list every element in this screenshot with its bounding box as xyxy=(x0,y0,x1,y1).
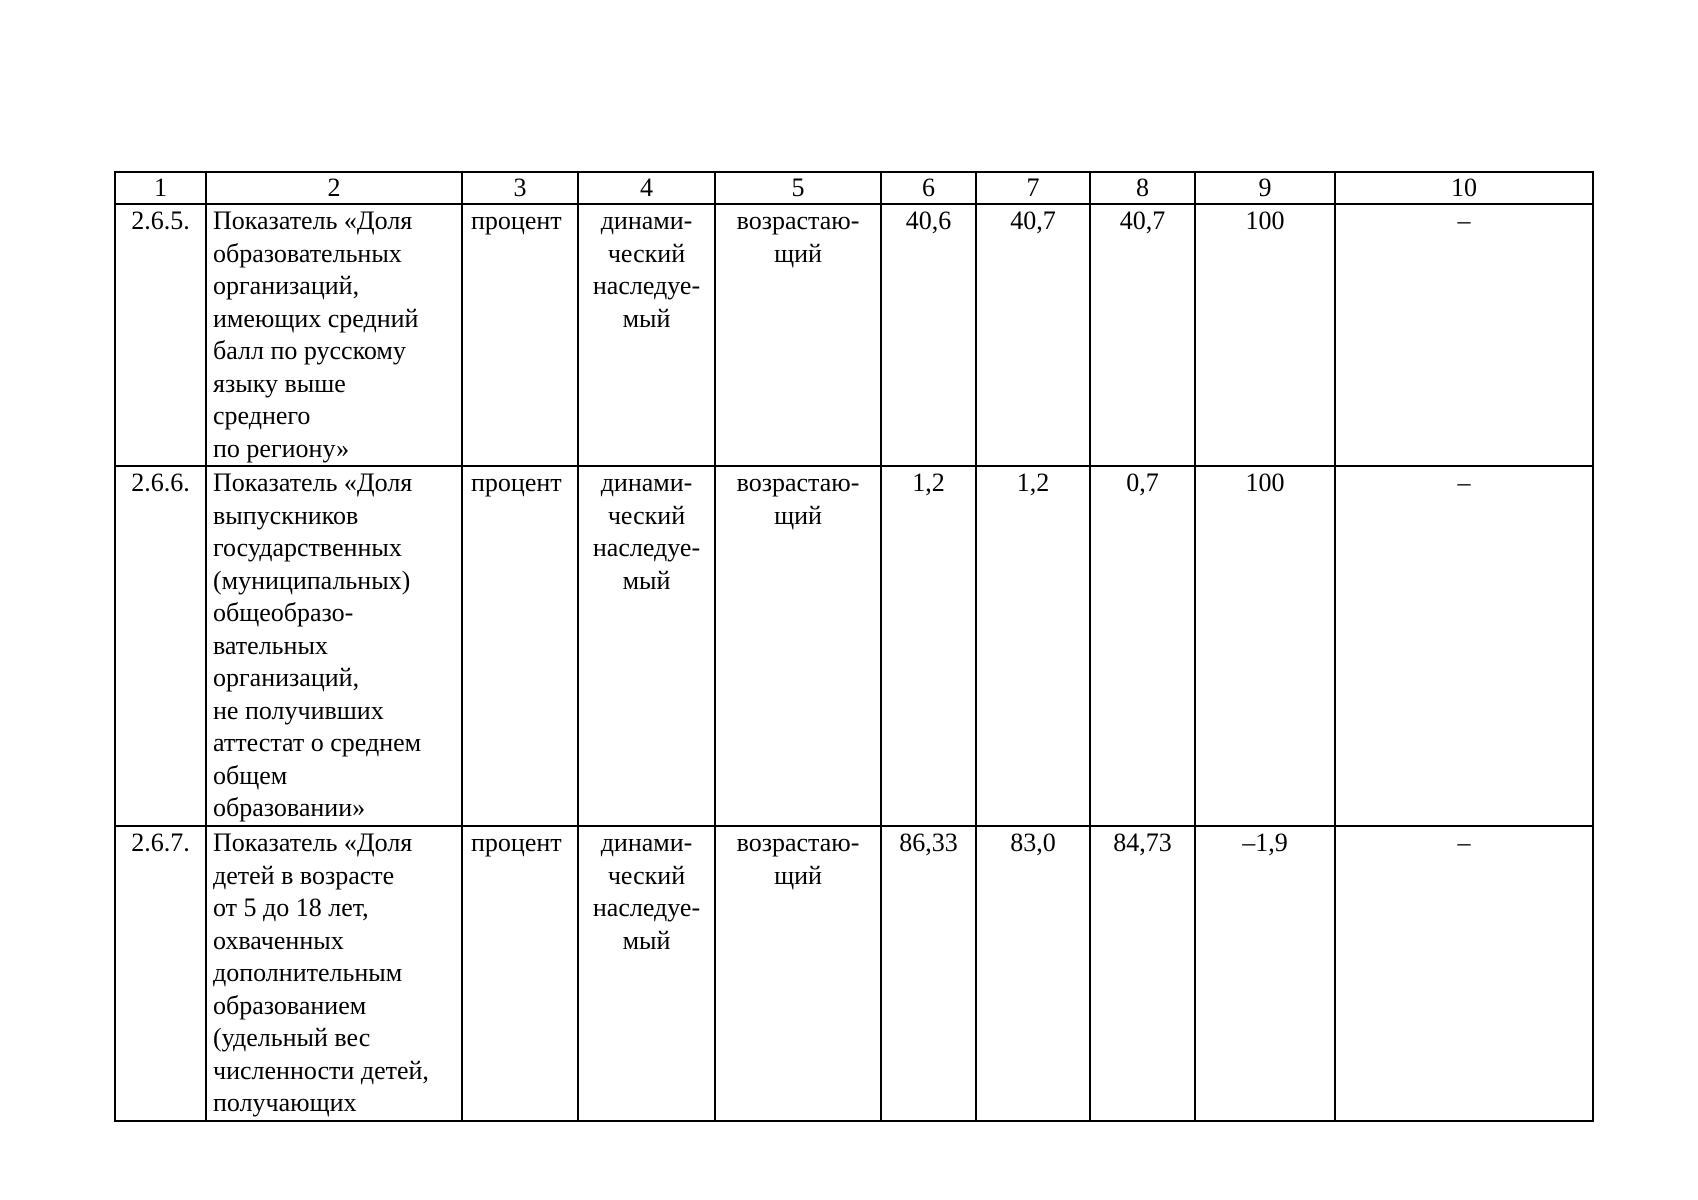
column-number: 9 xyxy=(1195,172,1335,204)
indicator-name: Показатель «Доля образовательных организаций, имеющих средний балл по русскому языку выше среднего по региону» xyxy=(206,204,462,466)
value-col10: – xyxy=(1335,466,1593,826)
column-number-row xyxy=(115,172,1593,204)
unit-cell: процент xyxy=(462,826,578,1121)
indicator-name: Показатель «Доля выпускников государственных (муниципальных) общеобразо- вательных организаций, не получивших аттестат о среднем общем образовании» xyxy=(206,466,462,826)
indicators-table xyxy=(114,171,1594,1122)
value-col7: 40,7 xyxy=(976,204,1090,466)
value-col6: 40,6 xyxy=(881,204,976,466)
indicator-name: Показатель «Доля детей в возрасте от 5 до 18 лет, охваченных дополнительным образованием (удельный вес численности детей, получающих xyxy=(206,826,462,1121)
row-number: 2.6.7. xyxy=(115,826,206,1121)
unit-cell: процент xyxy=(462,204,578,466)
value-col6: 1,2 xyxy=(881,466,976,826)
column-number: 4 xyxy=(578,172,715,204)
unit-cell: процент xyxy=(462,466,578,826)
column-number: 5 xyxy=(715,172,881,204)
direction-cell: возрастаю- щий xyxy=(715,826,881,1121)
column-number: 10 xyxy=(1335,172,1593,204)
column-number: 3 xyxy=(462,172,578,204)
value-col8: 40,7 xyxy=(1090,204,1195,466)
direction-cell: возрастаю- щий xyxy=(715,466,881,826)
direction-cell: возрастаю- щий xyxy=(715,204,881,466)
table-row xyxy=(115,466,1593,826)
value-col9: 100 xyxy=(1195,204,1335,466)
value-col9: –1,9 xyxy=(1195,826,1335,1121)
type-cell: динами- ческий наследуе- мый xyxy=(578,826,715,1121)
value-col7: 83,0 xyxy=(976,826,1090,1121)
table-row xyxy=(115,826,1593,1121)
column-number: 2 xyxy=(206,172,462,204)
value-col6: 86,33 xyxy=(881,826,976,1121)
value-col7: 1,2 xyxy=(976,466,1090,826)
value-col8: 84,73 xyxy=(1090,826,1195,1121)
column-number: 1 xyxy=(115,172,206,204)
table-row xyxy=(115,204,1593,466)
value-col10: – xyxy=(1335,204,1593,466)
value-col8: 0,7 xyxy=(1090,466,1195,826)
row-number: 2.6.5. xyxy=(115,204,206,466)
column-number: 6 xyxy=(881,172,976,204)
type-cell: динами- ческий наследуе- мый xyxy=(578,204,715,466)
value-col9: 100 xyxy=(1195,466,1335,826)
row-number: 2.6.6. xyxy=(115,466,206,826)
column-number: 8 xyxy=(1090,172,1195,204)
value-col10: – xyxy=(1335,826,1593,1121)
column-number: 7 xyxy=(976,172,1090,204)
type-cell: динами- ческий наследуе- мый xyxy=(578,466,715,826)
